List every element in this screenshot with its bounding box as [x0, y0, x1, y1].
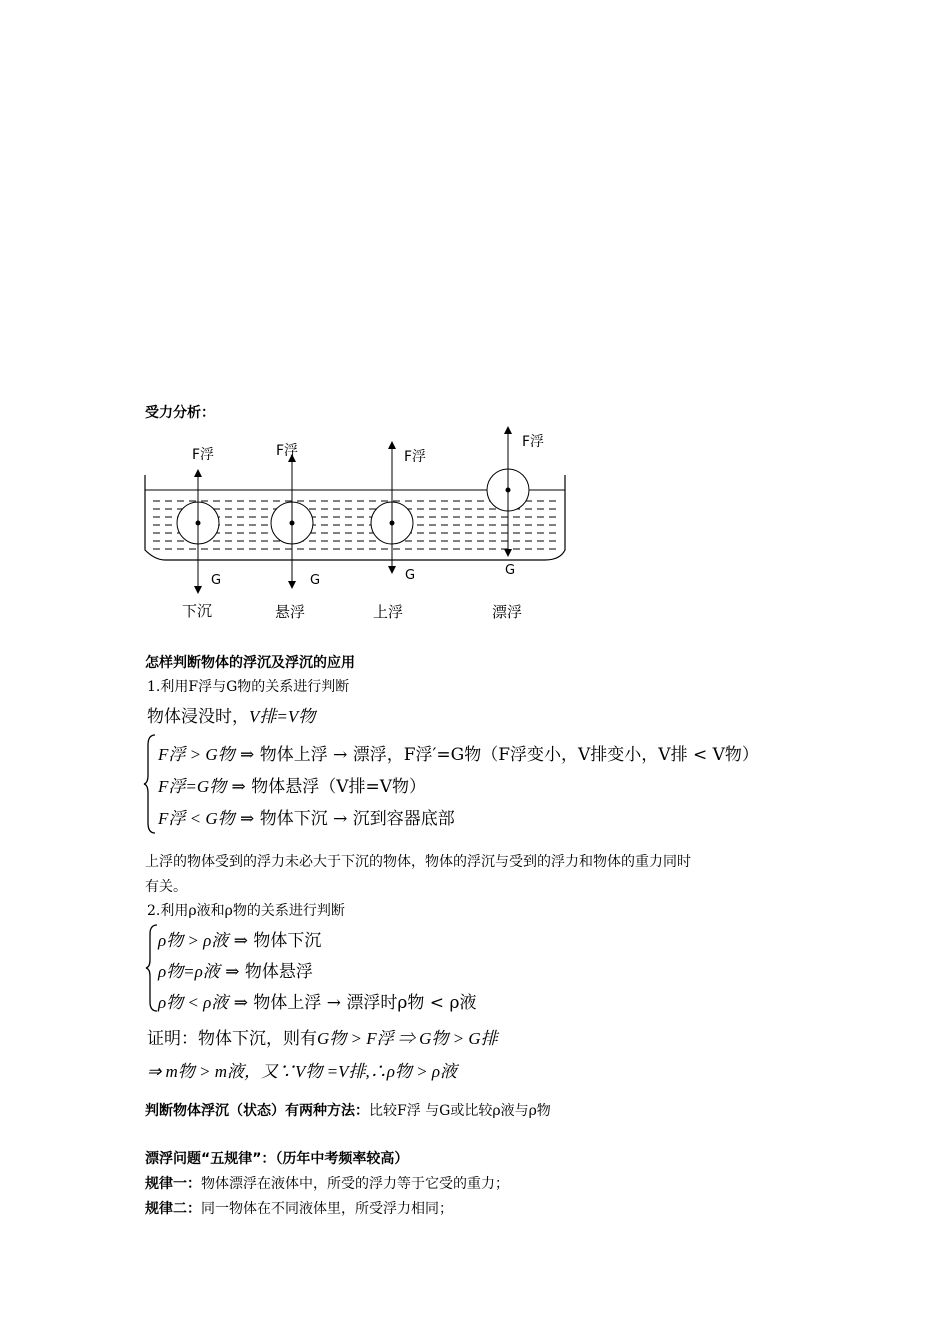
buoyancy-label-2: F浮	[276, 443, 299, 459]
rule1-text: 物体漂浮在液体中，所受的浮力等于它受的重力；	[201, 1176, 509, 1192]
rule1-label: 规律一：	[145, 1176, 201, 1192]
proof-line-2	[147, 1057, 457, 1082]
condition-2: F浮=G物 ⇒ 物体悬浮（V排=V物）	[158, 777, 427, 797]
cond1-rhs: 物体上浮 → 漂浮，F浮′=G物（F浮变小，V排变小，V排 < V物）	[259, 745, 759, 765]
note-line-1: 上浮的物体受到的浮力未必大于下沉的物体，物体的浮沉与受到的浮力和物体的重力同时	[145, 854, 691, 870]
state-label-rise: 上浮	[373, 603, 404, 621]
rho1-rhs: 物体下沉	[253, 931, 322, 951]
immersed-intro	[147, 702, 315, 727]
proof-math-1: G物 > F浮 ⇒ G物 > G排	[317, 1029, 498, 1048]
condition-3: F浮 < G物 ⇒ 物体下沉 → 沉到容器底部	[158, 809, 455, 829]
rule-2	[145, 1198, 453, 1218]
rho3-lhs: ρ物 < ρ液	[158, 993, 229, 1012]
state-label-sink: 下沉	[182, 602, 213, 620]
cond1-lhs: F浮 > G物	[158, 745, 235, 764]
buoyancy-label-3: F浮	[404, 449, 427, 465]
proof-math-2: ⇒ m物 > m液，又∵V物 =V排,∴ρ物 > ρ液	[147, 1062, 458, 1081]
rule2-text: 同一物体在不同液体里，所受浮力相同；	[201, 1201, 453, 1217]
rho3-rhs: 物体上浮 → 漂浮时ρ物 < ρ液	[253, 993, 477, 1013]
buoyancy-label-4: F浮	[522, 434, 545, 450]
rho-condition-2: ρ物=ρ液 ⇒ 物体悬浮	[158, 962, 313, 982]
cond3-lhs: F浮 < G物	[158, 809, 235, 828]
gravity-label-3: G	[405, 568, 416, 583]
condition-1: F浮 > G物 ⇒ 物体上浮 → 漂浮，F浮′=G物（F浮变小，V排变小，V排 < V物）	[158, 745, 759, 765]
float-rules-heading: 漂浮问题“五规律”：（历年中考频率较高）	[145, 1151, 409, 1167]
rho1-lhs: ρ物 > ρ液	[158, 931, 229, 950]
proof-label: 证明：物体下沉，则有	[147, 1029, 317, 1049]
rho-condition-3: ρ物 < ρ液 ⇒ 物体上浮 → 漂浮时ρ物 < ρ液	[158, 993, 477, 1013]
proof-line-1	[147, 1024, 498, 1049]
intro-math: V排=V物	[249, 707, 316, 726]
force-analysis-heading: 受力分析：	[145, 405, 215, 421]
method-summary	[145, 1100, 551, 1120]
rule-1	[145, 1173, 509, 1193]
rho2-rhs: 物体悬浮	[244, 962, 313, 982]
ball-suspended	[271, 458, 313, 585]
gravity-label-4: G	[505, 563, 516, 578]
brace-2	[145, 923, 159, 1013]
method-summary-heading: 判断物体浮沉（状态）有两种方法：	[145, 1103, 369, 1119]
buoyancy-label-1: F浮	[192, 447, 215, 463]
gravity-label-2: G	[310, 573, 321, 588]
state-label-suspend: 悬浮	[275, 603, 306, 621]
cond2-rhs: 物体悬浮（V排=V物）	[251, 777, 427, 797]
cond3-rhs: 物体下沉 → 沉到容器底部	[259, 809, 455, 829]
method2-title: 2.利用ρ液和ρ物的关系进行判断	[147, 903, 345, 919]
brace-1	[143, 733, 157, 835]
note-line-2: 有关。	[145, 879, 187, 895]
state-label-float: 漂浮	[492, 603, 523, 621]
rho-condition-1: ρ物 > ρ液 ⇒ 物体下沉	[158, 931, 322, 951]
section1-heading: 怎样判断物体的浮沉及浮沉的应用	[145, 655, 355, 671]
method1-title: 1.利用F浮与G物的关系进行判断	[147, 679, 350, 695]
gravity-label-1: G	[211, 573, 222, 588]
cond2-lhs: F浮=G物	[158, 777, 227, 796]
rho2-lhs: ρ物=ρ液	[158, 962, 220, 981]
rule2-label: 规律二：	[145, 1201, 201, 1217]
intro-text: 物体浸没时，	[147, 707, 249, 727]
method-summary-text: 比较F浮 与G或比较ρ液与ρ物	[369, 1103, 551, 1119]
